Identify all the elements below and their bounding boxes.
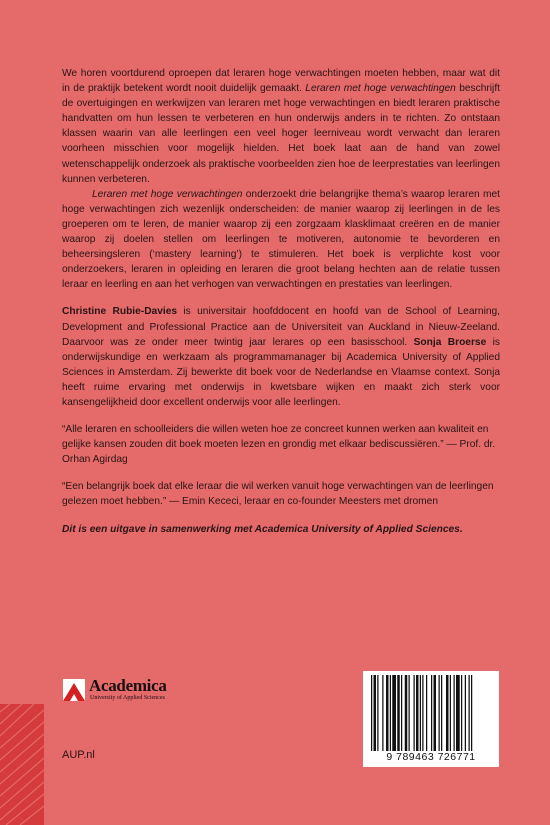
description-paragraph-1 xyxy=(62,66,500,187)
description-paragraph-2 xyxy=(62,187,500,293)
book-title-italic: Leraren met hoge verwachtingen xyxy=(92,188,243,200)
publisher-website: AUP.nl xyxy=(62,749,95,761)
author-bio: is onderwijskundige en werkzaam als programmamanager bij Academica University of Applied Sciences in Amsterdam. Zij bewerkte dit boek voor de Nederlandse en Vlaamse context. Sonja heeft ruime ervaring met onderwijs in kwetsbare wijken en maakt zich sterk voor kansengelijkheid door excellent onderwijs voor alle leerlingen. xyxy=(62,336,500,408)
description-text: onderzoekt drie belangrijke thema’s waarop leraren met hoge verwachtingen zich wezenlijk onderscheiden: de manier waarop zij leerlingen in de les groeperen om te leren, de manier waarop zij een zorgzaam klasklimaat creëren en de manier waarop zij doelen stellen om leerlingen te motiveren, autonomie te bevorderen en beheersingsleren (‘mastery learning’) te stimuleren. Het boek is verplichte kost voor onderzoekers, leraren in opleiding en leraren die groot belang hechten aan de relatie tussen leraar en leerling en aan het verhogen van verwachtingen en prestaties van leerlingen. xyxy=(62,188,500,291)
endorsement-quote: “Een belangrijk boek dat elke leraar die wil werken vanuit hoge verwachtingen van de leerlingen gelezen moet hebben.” — Emin Kececi, leraar en co-founder Meesters met dromen xyxy=(62,481,494,508)
isbn-number: 9 789463 726771 xyxy=(386,751,476,763)
description-text: beschrijft de overtuigingen en werkwijzen van leraren met hoge verwachtingen en biedt leraren praktische handvatten om hun lessen te verbeteren en hun onderwijs anders in te richten. Zo ontstaan klassen waarin van alle leerlingen een veel hoger leerniveau wordt verwacht dan leraren voorheen misschien voor mogelijk hielden. Het boek laat aan de hand van zowel wetenschappelijk onderzoek als praktische voorbeelden zien hoe de leerprestaties van leerlingen kunnen verbeteren. xyxy=(62,83,500,185)
academica-logo-icon xyxy=(63,679,85,701)
back-cover-text xyxy=(62,66,500,537)
partnership-note: Dit is een uitgave in samenwerking met Academica University of Applied Sciences. xyxy=(62,523,463,535)
author-name: Christine Rubie-Davies xyxy=(62,306,178,318)
isbn-barcode xyxy=(363,671,499,767)
corner-pattern xyxy=(0,704,44,825)
academica-logo xyxy=(63,676,183,706)
endorsement-quote: “Alle leraren en schoolleiders die willen weten hoe ze concreet kunnen werken aan kwaliteit en gelijke kansen zouden dit boek moeten lezen en grondig met elkaar bediscussiëren.” — Prof. dr. Orhan Agirdag xyxy=(62,424,496,466)
description-text: We horen voortdurend oproepen dat leraren hoge verwachtingen moeten hebben, maar wat dit in de praktijk betekent wordt nooit duidelijk gemaakt. xyxy=(62,68,500,95)
author-bio: is universitair hoofddocent en hoofd van de School of Learning, Development and Professional Practice aan de Universiteit van Auckland in Nieuw-Zeeland. Daarvoor was ze onder meer twintig jaar lerares op een basisschool. xyxy=(62,306,500,348)
author-bio-paragraph xyxy=(62,304,500,410)
logo-subtitle: University of Applied Sciences xyxy=(90,695,165,701)
book-title-italic: Leraren met hoge verwachtingen xyxy=(305,83,456,95)
logo-title: Academica xyxy=(89,676,167,695)
author-name: Sonja Broerse xyxy=(413,336,487,348)
barcode-bars xyxy=(367,673,495,753)
